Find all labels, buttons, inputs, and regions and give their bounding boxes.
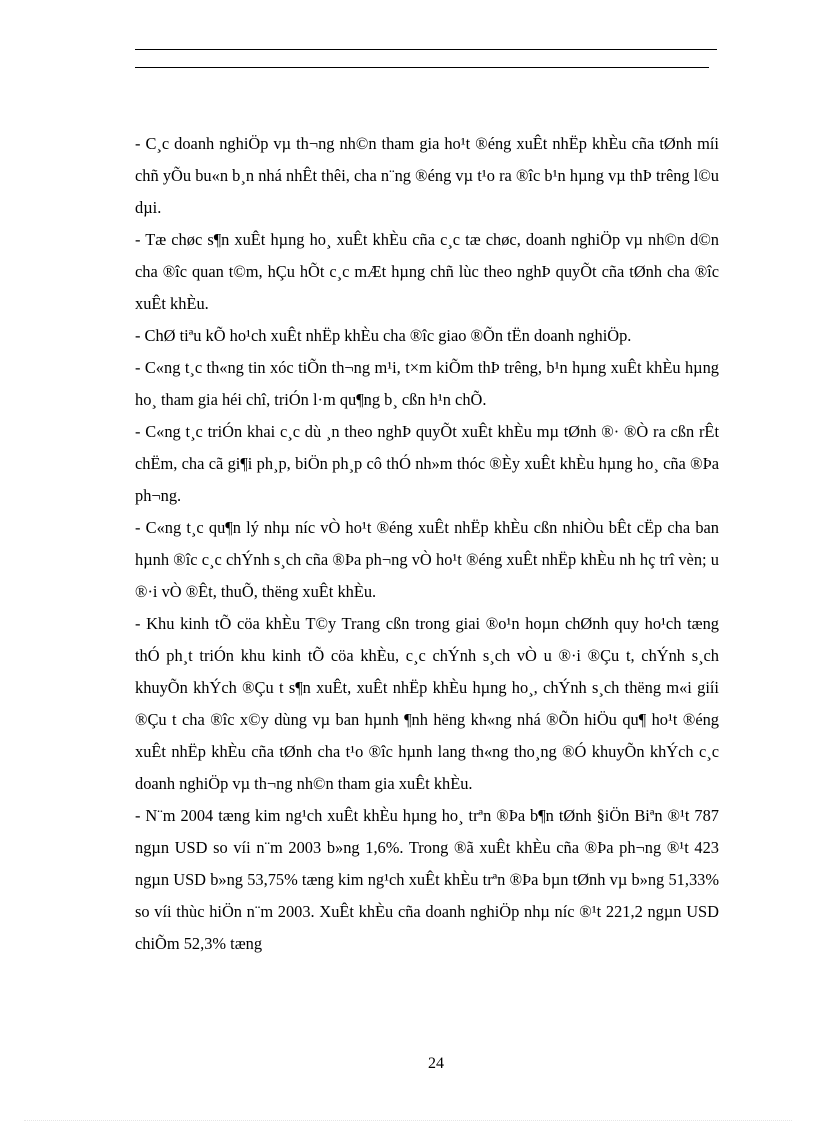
header-rule-top bbox=[135, 49, 717, 50]
paragraph-3: - ChØ tiªu kÕ ho¹ch xuÊt nhËp khÈu cha ®îc giao ®Õn tËn doanh nghiÖp. bbox=[135, 326, 632, 345]
paragraph-2: - Tæ chøc s¶n xuÊt hµng ho¸ xuÊt khÈu cña c¸c tæ chøc, doanh nghiÖp vµ nh©n d©n cha ®îc quan t©m, hÇu hÕt c¸c mÆt hµng chñ lùc theo nghÞ quyÕt cña tØnh cha ®îc xuÊt khÈu. bbox=[135, 230, 719, 313]
paragraph-6: - C«ng t¸c qu¶n lý nhµ níc vÒ ho¹t ®éng xuÊt nhËp khÈu cßn nhiÒu bÊt cËp cha ban hµnh ®îc c¸c chÝnh s¸ch cña ®Þa ph¬ng vÒ ho¹t ®éng xuÊt nhËp khÈu nh hç trî vèn; u ®·i vÒ ®Êt, thuÕ, thëng xuÊt khÈu. bbox=[135, 518, 719, 601]
document-body bbox=[135, 128, 719, 960]
paragraph-1: - C¸c doanh nghiÖp vµ th¬ng nh©n tham gia ho¹t ®éng xuÊt nhËp khÈu cña tØnh míi chñ yÕu bu«n b¸n nhá nhÊt thêi, cha n¨ng ®éng vµ t¹o ra ®îc b¹n hµng vµ thÞ trêng l©u dµi. bbox=[135, 134, 719, 217]
paragraph-8: - N¨m 2004 tæng kim ng¹ch xuÊt khÈu hµng ho¸ trªn ®Þa b¶n tØnh §iÖn Biªn ®¹t 787 ngµn USD so víi n¨m 2003 b»ng 1,6%. Trong ®ã xuÊt khÈu cña ®Þa ph¬ng ®¹t 423 ngµn USD b»ng 53,75% tæng kim ng¹ch xuÊt khÈu trªn ®Þa bµn tØnh vµ b»ng 51,33% so víi thùc hiÖn n¨m 2003. XuÊt khÈu cña doanh nghiÖp nhµ níc ®¹t 221,2 ngµn USD chiÕm 52,3% tæng bbox=[135, 806, 719, 953]
paragraph-7: - Khu kinh tÕ cöa khÈu T©y Trang cßn trong giai ®o¹n hoµn chØnh quy ho¹ch tæng thÓ ph¸t triÓn khu kinh tÕ cöa khÈu, c¸c chÝnh s¸ch vÒ u ®·i ®Çu t, chÝnh s¸ch khuyÕn khÝch ®Çu t s¶n xuÊt, xuÊt nhËp khÈu hµng ho¸, chÝnh s¸ch thëng m«i giíi ®Çu t cha ®îc x©y dùng vµ ban hµnh ¶nh hëng kh«ng nhá ®Õn hiÖu qu¶ ho¹t ®éng xuÊt nhËp khÈu cña tØnh cha t¹o ®îc hµnh lang th«ng tho¸ng ®Ó khuyÕn khÝch c¸c doanh nghiÖp vµ th¬ng nh©n tham gia xuÊt khÈu. bbox=[135, 614, 719, 793]
paragraph-4: - C«ng t¸c th«ng tin xóc tiÕn th¬ng m¹i, t×m kiÕm thÞ trêng, b¹n hµng xuÊt khÈu hµng ho¸ tham gia héi chî, triÓn l·m qu¶ng b¸ cßn h¹n chÕ. bbox=[135, 358, 719, 409]
header-rule-bottom bbox=[135, 67, 709, 68]
page-number: 24 bbox=[428, 1055, 444, 1072]
paragraph-5: - C«ng t¸c triÓn khai c¸c dù ¸n theo nghÞ quyÕt xuÊt khÈu mµ tØnh ®· ®Ò ra cßn rÊt chËm, cha cã gi¶i ph¸p, biÖn ph¸p cô thÓ nh»m thóc ®Èy xuÊt khÈu hµng ho¸ cña ®Þa ph¬ng. bbox=[135, 422, 719, 505]
page-bottom-border bbox=[24, 1120, 792, 1121]
